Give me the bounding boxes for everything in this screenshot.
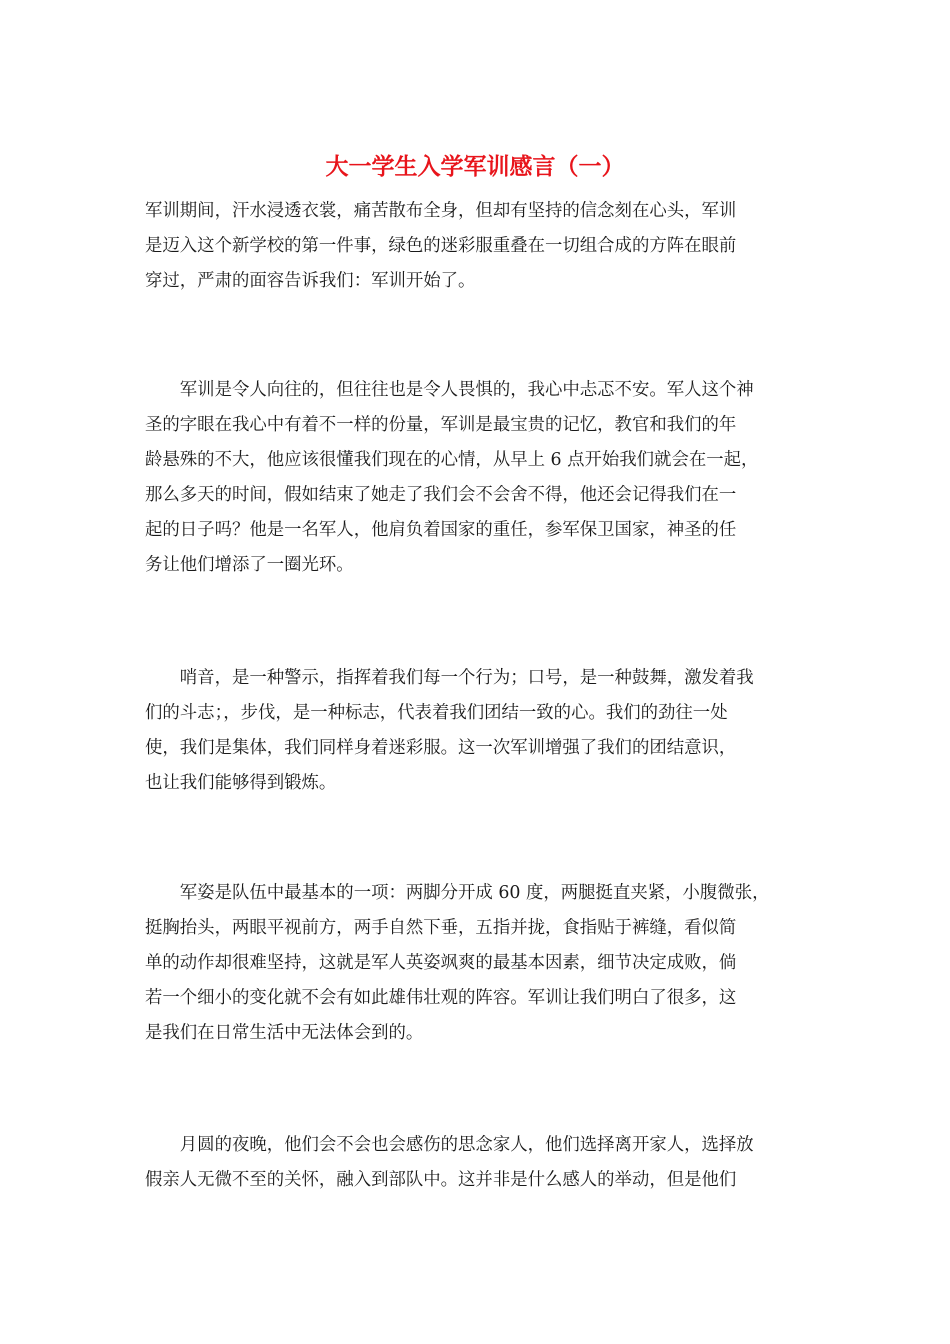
paragraph-line: 军训期间，汗水浸透衣裳，痛苦散布全身，但却有坚持的信念刻在心头，军训: [145, 201, 737, 221]
paragraph-line: 挺胸抬头，两眼平视前方，两手自然下垂，五指并拢，食指贴于裤缝，看似简: [145, 918, 737, 938]
paragraph-line: 们的斗志；，步伐，是一种标志，代表着我们团结一致的心。我们的劲往一处: [145, 703, 728, 723]
paragraph-line: 务让他们增添了一圈光环。: [145, 555, 354, 575]
paragraph-line: 使，我们是集体，我们同样身着迷彩服。这一次军训增强了我们的团结意识，: [145, 738, 737, 758]
paragraph-4: [145, 876, 805, 1051]
paragraph-line: 哨音，是一种警示，指挥着我们每一个行为；口号，是一种鼓舞，激发着我: [145, 668, 754, 688]
document-title: 大一学生入学军训感言（一）: [325, 154, 625, 180]
paragraph-line: 那么多天的时间，假如结束了她走了我们会不会舍不得，他还会记得我们在一: [145, 485, 737, 505]
paragraph-line: 也让我们能够得到锻炼。: [145, 773, 337, 793]
paragraph-line: 圣的字眼在我心中有着不一样的份量，军训是最宝贵的记忆，教官和我们的年: [145, 415, 737, 435]
paragraph-line: 军训是令人向往的，但往往也是令人畏惧的，我心中忐忑不安。军人这个神: [145, 380, 754, 400]
paragraph-line: 龄悬殊的不大，他应该很懂我们现在的心情，从早上 6 点开始我们就会在一起，: [145, 450, 759, 470]
paragraph-line: 是我们在日常生活中无法体会到的。: [145, 1023, 424, 1043]
paragraph-line: 若一个细小的变化就不会有如此雄伟壮观的阵容。军训让我们明白了很多，这: [145, 988, 737, 1008]
paragraph-line: 军姿是队伍中最基本的一项：两脚分开成 60 度，两腿挺直夹紧，小腹微张，: [145, 883, 770, 903]
paragraph-1: [145, 194, 805, 299]
paragraph-2: [145, 373, 805, 583]
paragraph-line: 月圆的夜晚，他们会不会也会感伤的思念家人，他们选择离开家人，选择放: [145, 1135, 754, 1155]
paragraph-line: 起的日子吗？他是一名军人，他肩负着国家的重任，参军保卫国家，神圣的任: [145, 520, 737, 540]
paragraph-5: [145, 1128, 805, 1198]
paragraph-line: 单的动作却很难坚持，这就是军人英姿飒爽的最基本因素，细节决定成败，倘: [145, 953, 737, 973]
paragraph-line: 是迈入这个新学校的第一件事，绿色的迷彩服重叠在一切组合成的方阵在眼前: [145, 236, 737, 256]
paragraph-line: 穿过，严肃的面容告诉我们：军训开始了。: [145, 271, 476, 291]
paragraph-line: 假亲人无微不至的关怀，融入到部队中。这并非是什么感人的举动，但是他们: [145, 1170, 737, 1190]
paragraph-3: [145, 661, 805, 801]
